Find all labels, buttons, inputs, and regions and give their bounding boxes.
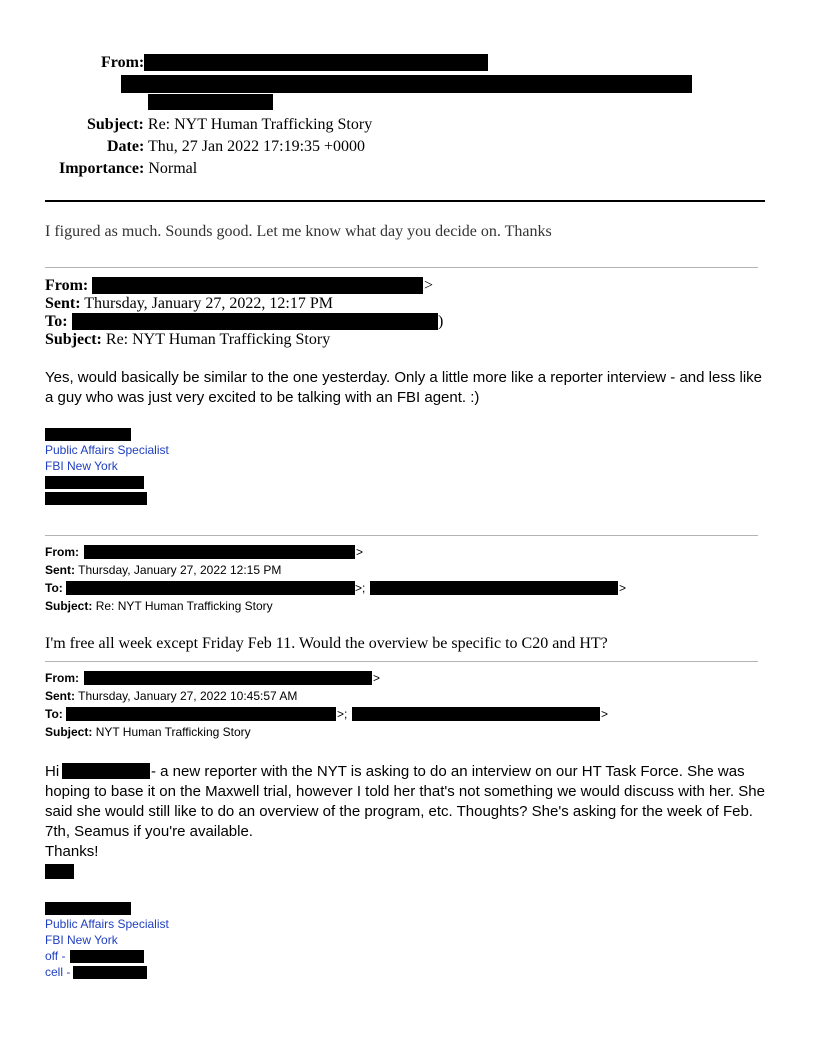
msg4-sig-title: Public Affairs Specialist bbox=[45, 917, 169, 931]
msg3-subject-value: Re: NYT Human Trafficking Story bbox=[95, 599, 273, 613]
msg3-to-sep: >; bbox=[355, 581, 366, 595]
top-importance-value: Normal bbox=[148, 160, 198, 177]
top-subject-row bbox=[87, 116, 372, 134]
msg3-sent-row bbox=[45, 563, 281, 578]
msg3-body: I'm free all week except Friday Feb 11. Would the overview be specific to C20 and HT? bbox=[45, 635, 608, 652]
msg4-greeting: Hi bbox=[45, 763, 60, 780]
msg2-from-label: From: bbox=[45, 277, 89, 294]
redaction-block bbox=[72, 313, 438, 330]
top-from-label: From: bbox=[101, 54, 145, 71]
top-subject-label: Subject: bbox=[87, 116, 144, 133]
redaction-block bbox=[352, 707, 600, 721]
msg4-to-tail: > bbox=[601, 707, 609, 721]
message-divider bbox=[45, 661, 758, 662]
redaction-block bbox=[73, 966, 147, 979]
top-subject-value: Re: NYT Human Trafficking Story bbox=[147, 116, 373, 133]
msg4-sent-value: Thursday, January 27, 2022 10:45:57 AM bbox=[78, 689, 298, 703]
redaction-block bbox=[370, 581, 618, 595]
msg2-subject-label: Subject: bbox=[45, 331, 102, 348]
top-date-label: Date: bbox=[107, 138, 145, 155]
redaction-block bbox=[144, 54, 488, 71]
msg3-subject-label: Subject: bbox=[45, 599, 93, 613]
reply1-body: I figured as much. Sounds good. Let me know what day you decide on. Thanks bbox=[45, 223, 552, 240]
msg4-to-label: To: bbox=[45, 707, 63, 721]
redaction-block bbox=[66, 581, 355, 595]
msg3-from-label: From: bbox=[45, 545, 79, 559]
msg4-from-label: From: bbox=[45, 671, 79, 685]
msg4-body-rest: hoping to base it on the Maxwell trial, however I told her that's not something we would discuss with her. She said she would still like to do an overview of the program, etc. Thoughts? She's asking for the week of Feb. 7th, Seamus if you're available. bbox=[45, 783, 765, 840]
msg4-thanks: Thanks! bbox=[45, 843, 99, 860]
redaction-block bbox=[121, 75, 692, 93]
msg4-sig-office: FBI New York bbox=[45, 933, 118, 947]
msg4-body-line1: - a new reporter with the NYT is asking to do an interview on our HT Task Force. She was bbox=[151, 763, 745, 780]
msg2-to-row bbox=[45, 313, 68, 331]
msg4-sent-row bbox=[45, 689, 297, 704]
msg4-subject-row bbox=[45, 725, 251, 740]
redaction-block bbox=[45, 428, 131, 441]
msg2-from-row bbox=[45, 277, 88, 295]
redaction-block bbox=[84, 671, 372, 685]
msg2-body: Yes, would basically be similar to the one yesterday. Only a little more like a reporter interview - and less like a guy who was just very excited to be talking with an FBI agent. :) bbox=[45, 369, 762, 406]
msg4-from-tail: > bbox=[373, 671, 381, 685]
redaction-block bbox=[62, 763, 150, 779]
msg2-sig-office: FBI New York bbox=[45, 459, 118, 473]
top-date-row bbox=[107, 138, 365, 156]
redaction-block bbox=[45, 492, 147, 505]
redaction-block bbox=[70, 950, 144, 963]
msg2-to-label: To: bbox=[45, 313, 68, 330]
msg4-to-sep: >; bbox=[337, 707, 348, 721]
redaction-block bbox=[45, 476, 144, 489]
msg3-to-tail: > bbox=[619, 581, 627, 595]
msg3-sent-value: Thursday, January 27, 2022 12:15 PM bbox=[78, 563, 282, 577]
redaction-block bbox=[84, 545, 355, 559]
msg2-sent-value: Thursday, January 27, 2022, 12:17 PM bbox=[84, 295, 333, 312]
msg2-sig-title: Public Affairs Specialist bbox=[45, 443, 169, 457]
message-divider bbox=[45, 535, 758, 536]
header-divider bbox=[45, 200, 765, 202]
msg4-subject-label: Subject: bbox=[45, 725, 93, 739]
msg2-to-tail: ) bbox=[438, 313, 444, 330]
msg3-subject-row bbox=[45, 599, 273, 614]
top-importance-row bbox=[59, 160, 197, 178]
msg4-sig-off-label: off - bbox=[45, 949, 66, 963]
msg2-sent-label: Sent: bbox=[45, 295, 81, 312]
msg3-from-tail: > bbox=[356, 545, 364, 559]
redaction-block bbox=[45, 864, 74, 879]
msg4-sig-cell-label: cell - bbox=[45, 965, 71, 979]
top-date-value: Thu, 27 Jan 2022 17:19:35 +0000 bbox=[148, 138, 366, 155]
msg2-sent-row bbox=[45, 295, 333, 313]
top-importance-label: Importance: bbox=[59, 160, 145, 177]
msg3-sent-label: Sent: bbox=[45, 563, 75, 577]
msg2-from-tail: > bbox=[424, 277, 434, 294]
redaction-block bbox=[92, 277, 423, 294]
msg2-subject-row bbox=[45, 331, 330, 349]
msg4-sent-label: Sent: bbox=[45, 689, 75, 703]
msg4-subject-value: NYT Human Trafficking Story bbox=[95, 725, 251, 739]
message-divider bbox=[45, 267, 758, 268]
redaction-block bbox=[66, 707, 336, 721]
redaction-block bbox=[45, 902, 131, 915]
redaction-block bbox=[148, 94, 273, 110]
msg3-to-label: To: bbox=[45, 581, 63, 595]
msg2-subject-value: Re: NYT Human Trafficking Story bbox=[105, 331, 331, 348]
